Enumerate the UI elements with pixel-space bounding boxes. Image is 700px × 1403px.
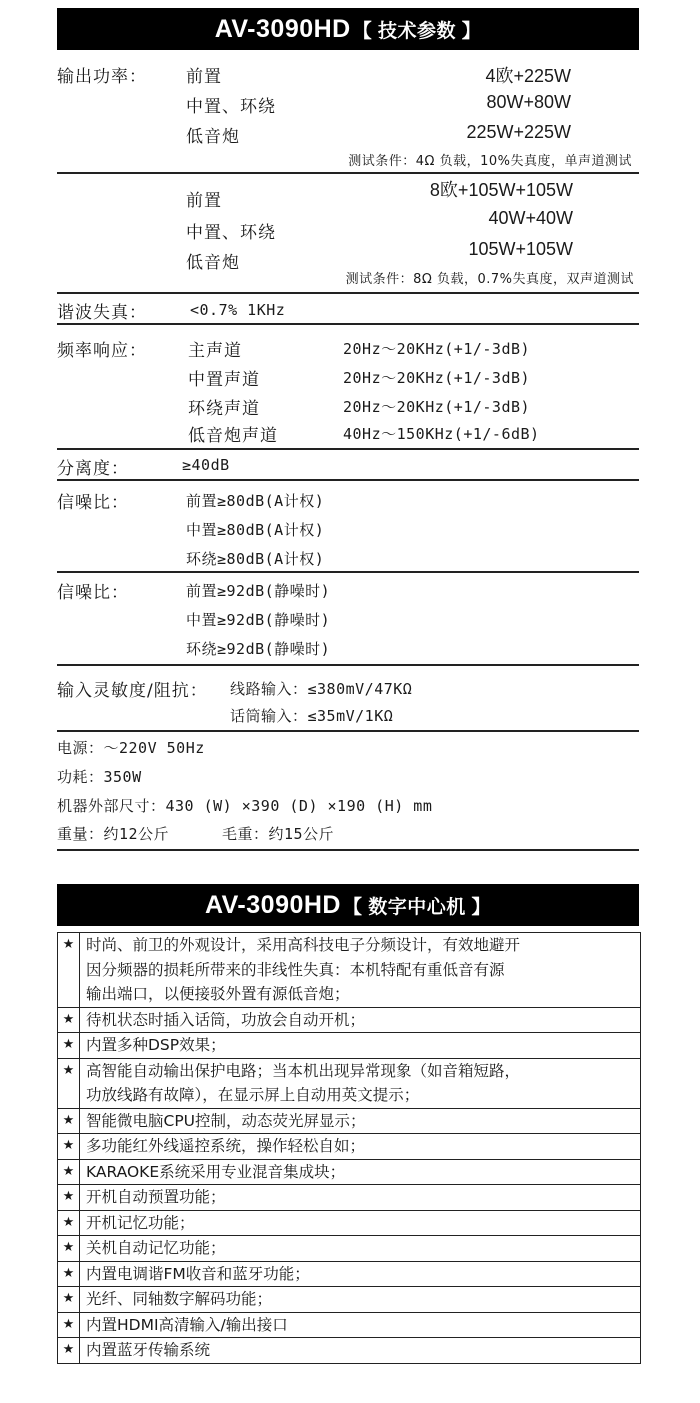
feature-row	[58, 1261, 641, 1287]
snr1-row3: 环绕≥80dB(A计权)	[186, 550, 325, 568]
spec-header-model: AV-3090HD	[214, 14, 351, 43]
power-consumption: 功耗：350W	[57, 768, 142, 786]
star-bullet: ★	[58, 1236, 80, 1262]
sensitivity-mic-input: 话筒输入：≤35mV/1KΩ	[230, 707, 394, 725]
feature-row	[58, 1210, 641, 1236]
feature-text-line: 关机自动记忆功能；	[86, 1239, 226, 1257]
snr1-label: 信噪比：	[57, 493, 129, 513]
feature-text	[80, 1134, 641, 1160]
feature-text-line: 光纤、同轴数字解码功能；	[86, 1290, 273, 1308]
star-bullet: ★	[58, 933, 80, 1008]
feature-text-line: KARAOKE系统采用专业混音集成块；	[86, 1162, 346, 1181]
snr2-row1: 前置≥92dB(静噪时)	[186, 582, 331, 600]
feature-text-line: 内置多种DSP效果；	[86, 1036, 226, 1054]
op2-row2-value: 40W+40W	[488, 208, 573, 228]
divider	[57, 448, 639, 450]
feature-row	[58, 1007, 641, 1033]
feature-header-title: 【 数字中心机 】	[342, 896, 492, 918]
sensitivity-label: 输入灵敏度/阻抗：	[57, 681, 208, 701]
feature-row	[58, 1185, 641, 1211]
op2-row3-value: 105W+105W	[468, 239, 573, 259]
snr1-row2: 中置≥80dB(A计权)	[186, 521, 325, 539]
op2-row3-name: 低音炮	[186, 253, 240, 273]
thd-label: 谐波失真：	[57, 303, 147, 323]
spec-header	[57, 8, 639, 50]
feature-text-line: 内置蓝牙传输系统	[86, 1341, 211, 1359]
star-bullet: ★	[58, 1287, 80, 1313]
feature-text	[80, 1033, 641, 1059]
snr2-label: 信噪比：	[57, 583, 129, 603]
feature-text	[80, 1159, 641, 1185]
feature-text	[80, 1261, 641, 1287]
op1-row2-value: 80W+80W	[486, 92, 571, 112]
star-bullet: ★	[58, 1210, 80, 1236]
feature-table	[57, 932, 641, 1364]
feature-text-line: 功放线路有故障），在显示屏上自动用英文提示；	[86, 1086, 420, 1104]
divider	[57, 664, 639, 666]
feature-text	[80, 1058, 641, 1108]
feature-header-model: AV-3090HD	[204, 890, 341, 919]
feature-row	[58, 1312, 641, 1338]
divider	[57, 849, 639, 851]
divider	[57, 323, 639, 325]
op1-row3-name: 低音炮	[186, 127, 240, 147]
op2-row1-name: 前置	[186, 191, 222, 211]
feature-text	[80, 1185, 641, 1211]
star-bullet: ★	[58, 1033, 80, 1059]
star-bullet: ★	[58, 1134, 80, 1160]
star-bullet: ★	[58, 1159, 80, 1185]
feature-text-line: 智能微电脑CPU控制，动态荧光屏显示；	[86, 1111, 366, 1130]
snr2-row2: 中置≥92dB(静噪时)	[186, 611, 331, 629]
op2-row1-value: 8欧+105W+105W	[429, 180, 573, 200]
divider	[57, 479, 639, 481]
feature-row	[58, 1236, 641, 1262]
net-weight: 重量：约12公斤	[57, 825, 170, 843]
sensitivity-line-input: 线路输入：≤380mV/47KΩ	[230, 680, 413, 698]
feature-text	[80, 1312, 641, 1338]
separation-label: 分离度：	[57, 459, 129, 479]
divider	[57, 172, 639, 174]
star-bullet: ★	[58, 1058, 80, 1108]
divider	[57, 571, 639, 573]
feature-row	[58, 1287, 641, 1313]
star-bullet: ★	[58, 1338, 80, 1364]
spec-header-title: 【 技术参数 】	[352, 20, 482, 42]
feature-header	[57, 884, 639, 926]
feature-row	[58, 1058, 641, 1108]
feature-text	[80, 933, 641, 1008]
divider	[57, 730, 639, 732]
op1-row2-name: 中置、环绕	[186, 97, 276, 117]
thd-value: <0.7% 1KHz	[190, 301, 286, 319]
feature-text	[80, 1007, 641, 1033]
freq-response-label: 频率响应：	[57, 341, 147, 361]
snr2-row3: 环绕≥92dB(静噪时)	[186, 640, 331, 658]
feature-text-line: 多功能红外线遥控系统，操作轻松自如；	[86, 1137, 366, 1155]
feature-text-line: 开机自动预置功能；	[86, 1188, 226, 1206]
fr-row1-name: 主声道	[188, 341, 242, 361]
op2-test-note: 测试条件：8Ω 负载，0.7%失真度，双声道测试	[345, 272, 634, 287]
op1-test-note: 测试条件：4Ω 负载，10%失真度，单声道测试	[348, 154, 632, 169]
star-bullet: ★	[58, 1312, 80, 1338]
fr-row4-value: 40Hz～150KHz(+1/-6dB)	[343, 425, 540, 443]
fr-row4-name: 低音炮声道	[188, 426, 278, 446]
feature-text-line: 待机状态时插入话筒，功放会自动开机；	[86, 1010, 366, 1029]
feature-row	[58, 1159, 641, 1185]
feature-text-line: 输出端口，以便接驳外置有源低音炮；	[86, 985, 350, 1003]
fr-row2-name: 中置声道	[188, 370, 260, 390]
output-power-label: 输出功率：	[57, 67, 147, 87]
machine-dimensions: 机器外部尺寸：430 (W) ×390 (D) ×190 (H) mm	[57, 797, 433, 815]
feature-text-line: 时尚、前卫的外观设计，采用高科技电子分频设计，有效地避开	[86, 936, 521, 954]
star-bullet: ★	[58, 1108, 80, 1134]
star-bullet: ★	[58, 1185, 80, 1211]
feature-text-line: 内置电调谐FM收音和蓝牙功能；	[86, 1264, 310, 1283]
fr-row2-value: 20Hz～20KHz(+1/-3dB)	[343, 369, 531, 387]
snr1-row1: 前置≥80dB(A计权)	[186, 492, 325, 510]
feature-row	[58, 1338, 641, 1364]
feature-text	[80, 1338, 641, 1364]
fr-row3-name: 环绕声道	[188, 399, 260, 419]
feature-row	[58, 1033, 641, 1059]
gross-weight: 毛重：约15公斤	[222, 825, 335, 843]
feature-row	[58, 933, 641, 1008]
feature-text	[80, 1210, 641, 1236]
feature-text-line: 高智能自动输出保护电路；当本机出现异常现象（如音箱短路，	[86, 1061, 521, 1080]
separation-value: ≥40dB	[182, 456, 230, 474]
star-bullet: ★	[58, 1261, 80, 1287]
feature-text-line: 内置HDMI高清输入/输出接口	[86, 1315, 288, 1334]
fr-row1-value: 20Hz～20KHz(+1/-3dB)	[343, 340, 531, 358]
divider	[57, 292, 639, 294]
op1-row1-name: 前置	[186, 67, 222, 87]
fr-row3-value: 20Hz～20KHz(+1/-3dB)	[343, 398, 531, 416]
feature-text-line: 因分频器的损耗所带来的非线性失真：本机特配有重低音有源	[86, 960, 505, 979]
feature-row	[58, 1108, 641, 1134]
feature-text	[80, 1108, 641, 1134]
feature-text	[80, 1236, 641, 1262]
op1-row1-value: 4欧+225W	[485, 66, 571, 86]
feature-row	[58, 1134, 641, 1160]
feature-text-line: 开机记忆功能；	[86, 1213, 195, 1232]
op1-row3-value: 225W+225W	[466, 122, 571, 142]
power-supply: 电源：～220V 50Hz	[57, 739, 205, 757]
feature-text	[80, 1287, 641, 1313]
star-bullet: ★	[58, 1007, 80, 1033]
op2-row2-name: 中置、环绕	[186, 223, 276, 243]
